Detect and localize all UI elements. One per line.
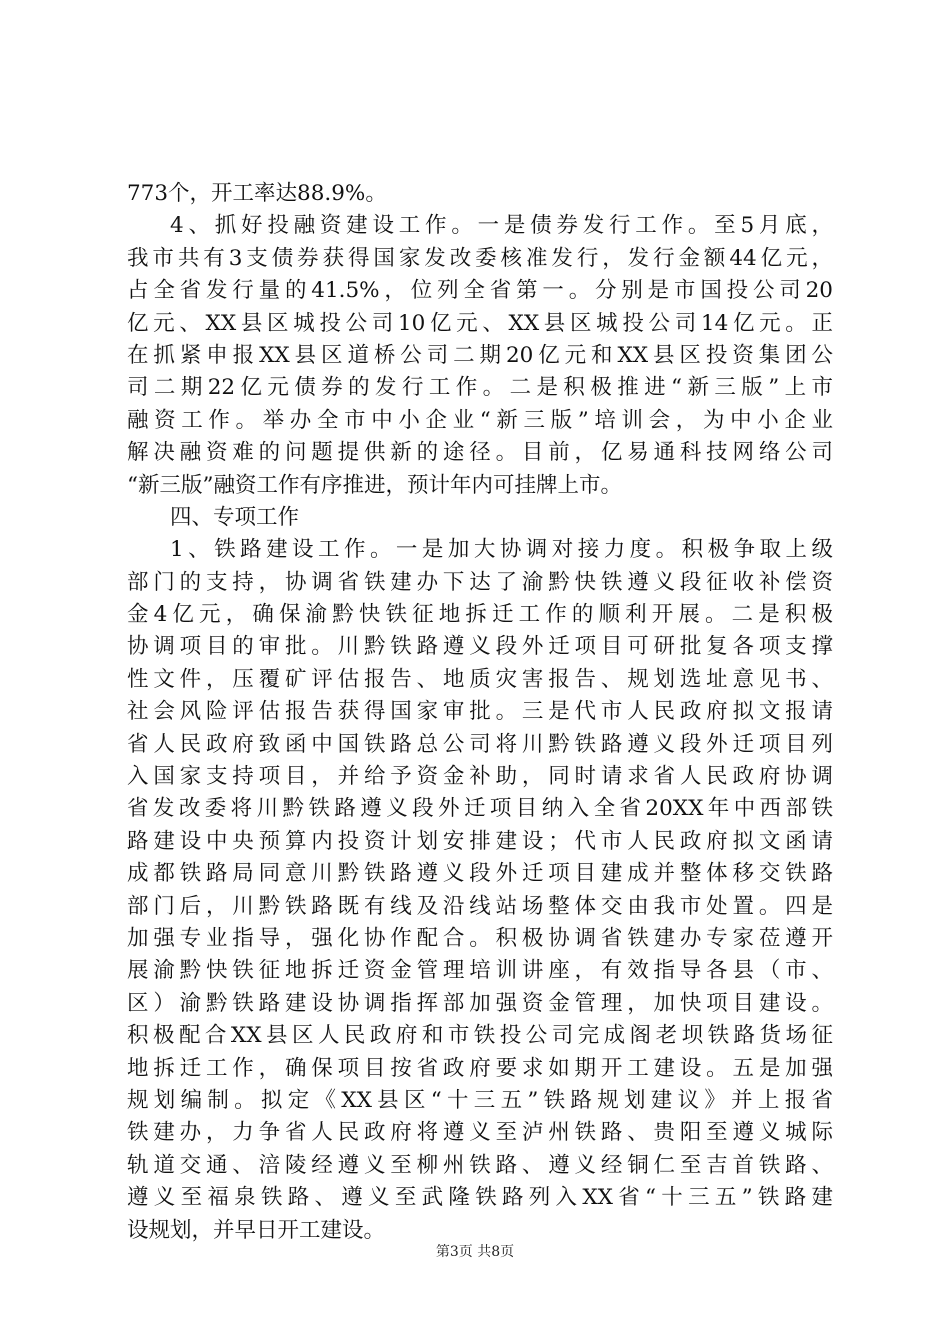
text-line: 亿元、XX县区城投公司10亿元、XX县区城投公司14亿元。正 — [127, 310, 833, 336]
text-line: 在抓紧申报XX县区道桥公司二期20亿元和XX县区投资集团公 — [127, 342, 833, 368]
text-line: 部门后，川黔铁路既有线及沿线站场整体交由我市处置。四是 — [127, 893, 833, 919]
text-line: 设规划，并早日开工建设。 — [127, 1217, 386, 1243]
text-line: 协调项目的审批。川黔铁路遵义段外迁项目可研批复各项支撑 — [127, 634, 833, 660]
text-line: 区）渝黔铁路建设协调指挥部加强资金管理，加快项目建设。 — [127, 990, 833, 1016]
text-line: 融资工作。举办全市中小企业“新三版”培训会，为中小企业 — [127, 407, 833, 433]
text-line: 部门的支持，协调省铁建办下达了渝黔快铁遵义段征收补偿资 — [127, 569, 833, 595]
text-line: 省人民政府致函中国铁路总公司将川黔铁路遵义段外迁项目列 — [127, 731, 833, 757]
text-line: 我市共有3支债券获得国家发改委核准发行，发行金额44亿元， — [127, 245, 833, 271]
paragraph-start-line: 4、抓好投融资建设工作。一是债券发行工作。至5月底， — [170, 213, 833, 239]
text-line: 轨道交通、涪陵经遵义至柳州铁路、遵义经铜仁至吉首铁路、 — [127, 1152, 833, 1178]
text-line: 积极配合XX县区人民政府和市铁投公司完成阁老坝铁路货场征 — [127, 1023, 833, 1049]
text-line: 社会风险评估报告获得国家审批。三是代市人民政府拟文报请 — [127, 699, 833, 725]
text-line: 展渝黔快铁征地拆迁资金管理培训讲座，有效指导各县（市、 — [127, 958, 833, 984]
text-line: 入国家支持项目，并给予资金补助，同时请求省人民政府协调 — [127, 764, 833, 790]
text-line: 加强专业指导，强化协作配合。积极协调省铁建办专家莅遵开 — [127, 925, 833, 951]
text-line: 占全省发行量的41.5%，位列全省第一。分别是市国投公司20 — [127, 278, 833, 304]
text-line: 金4亿元，确保渝黔快铁征地拆迁工作的顺利开展。二是积极 — [127, 602, 833, 628]
text-line: 成都铁路局同意川黔铁路遵义段外迁项目建成并整体移交铁路 — [127, 861, 833, 887]
paragraph-start-line: 1、铁路建设工作。一是加大协调对接力度。积极争取上级 — [170, 537, 833, 563]
text-line: 路建设中央预算内投资计划安排建设；代市人民政府拟文函请 — [127, 828, 833, 854]
text-line: 性文件，压覆矿评估报告、地质灾害报告、规划选址意见书、 — [127, 666, 833, 692]
text-line: 司二期22亿元债券的发行工作。二是积极推进“新三版”上市 — [127, 375, 833, 401]
text-line: 773个，开工率达88.9%。 — [127, 181, 387, 206]
text-line: 铁建办，力争省人民政府将遵义至泸州铁路、贵阳至遵义城际 — [127, 1120, 833, 1146]
page-number-footer: 第3页 共8页 — [435, 1244, 515, 1260]
text-line: 地拆迁工作，确保项目按省政府要求如期开工建设。五是加强 — [127, 1055, 833, 1081]
section-heading: 四、专项工作 — [170, 504, 300, 530]
document-body — [127, 178, 833, 1247]
text-line: 解决融资难的问题提供新的途径。目前，亿易通科技网络公司 — [127, 440, 833, 466]
text-line: 遵义至福泉铁路、遵义至武隆铁路列入XX省“十三五”铁路建 — [127, 1185, 833, 1211]
text-line: 规划编制。拟定《XX县区“十三五”铁路规划建议》并上报省 — [127, 1087, 833, 1113]
text-line: 省发改委将川黔铁路遵义段外迁项目纳入全省20XX年中西部铁 — [127, 796, 833, 822]
text-line: “新三版”融资工作有序推进，预计年内可挂牌上市。 — [127, 472, 622, 498]
